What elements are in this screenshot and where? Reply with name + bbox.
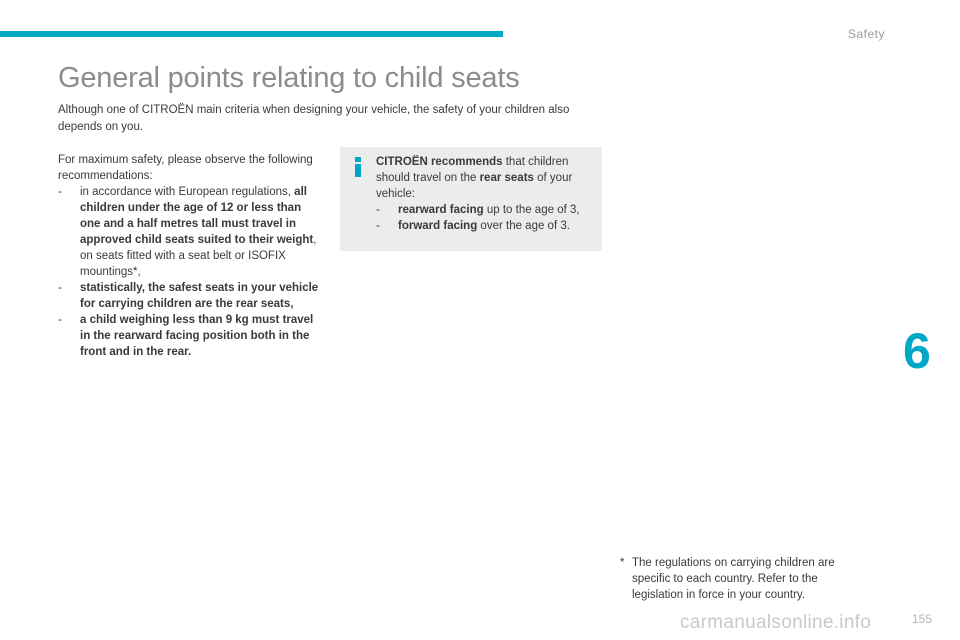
intro-paragraph: Although one of CITROËN main criteria when designing your vehicle, the safety of your children also depends on you.: [58, 104, 570, 133]
header-accent-bar: [0, 31, 503, 37]
watermark: carmanualsonline.info: [680, 612, 872, 633]
info-item-bold: forward facing: [398, 220, 478, 232]
list-dash: -: [58, 314, 62, 326]
list-dash: -: [376, 204, 380, 216]
list-dash: -: [58, 186, 62, 198]
recommendation-bold: a child weighing less than 9 kg must travel in the rearward facing position both in the front and in the rear.: [80, 314, 314, 358]
recommendations-lead: For maximum safety, please observe the following recommendations:: [58, 154, 313, 182]
info-list: [376, 202, 594, 234]
footnote-marker: *: [620, 557, 625, 569]
info-item-text: up to the age of 3,: [483, 204, 580, 216]
recommendation-text-end: ,: [290, 298, 294, 310]
list-dash: -: [58, 282, 62, 294]
recommendation-text: in accordance with European regulations,: [80, 186, 295, 198]
recommendation-bold: statistically, the safest seats in your vehicle for carrying children are the rear seats: [80, 282, 319, 310]
recommendation-item: [58, 280, 323, 312]
info-box: [340, 147, 602, 251]
info-lead-bold: CITROËN recommends: [376, 156, 503, 168]
info-list-item: [376, 202, 594, 218]
recommendations-list: [58, 184, 323, 360]
info-lead-bold-2: rear seats: [479, 172, 534, 184]
info-lead-end: of your vehicle:: [376, 172, 573, 200]
info-lead-mid: that children should travel on the: [376, 156, 569, 184]
recommendation-item: [58, 312, 323, 360]
recommendation-text-end: , on seats fitted with a seat belt or ISOFIX mountings*,: [80, 234, 317, 278]
list-dash: -: [376, 220, 380, 232]
recommendations-column: [58, 152, 323, 360]
page-number: 155: [912, 612, 933, 626]
recommendation-item: [58, 184, 323, 280]
section-label: Safety: [848, 27, 886, 41]
info-list-item: [376, 218, 594, 234]
recommendation-bold: all children under the age of 12 or less than one and a half metres tall must travel in approved child seats suited to their weight: [80, 186, 314, 246]
info-item-text: over the age of 3.: [477, 220, 570, 232]
info-icon: [353, 157, 363, 177]
info-item-bold: rearward facing: [398, 204, 484, 216]
footnote: [620, 555, 860, 603]
chapter-number: 6: [903, 323, 931, 379]
page-title: General points relating to child seats: [58, 62, 520, 94]
footnote-text: The regulations on carrying children are specific to each country. Refer to the legislation in force in your country.: [632, 557, 835, 601]
info-lead: [376, 154, 594, 202]
